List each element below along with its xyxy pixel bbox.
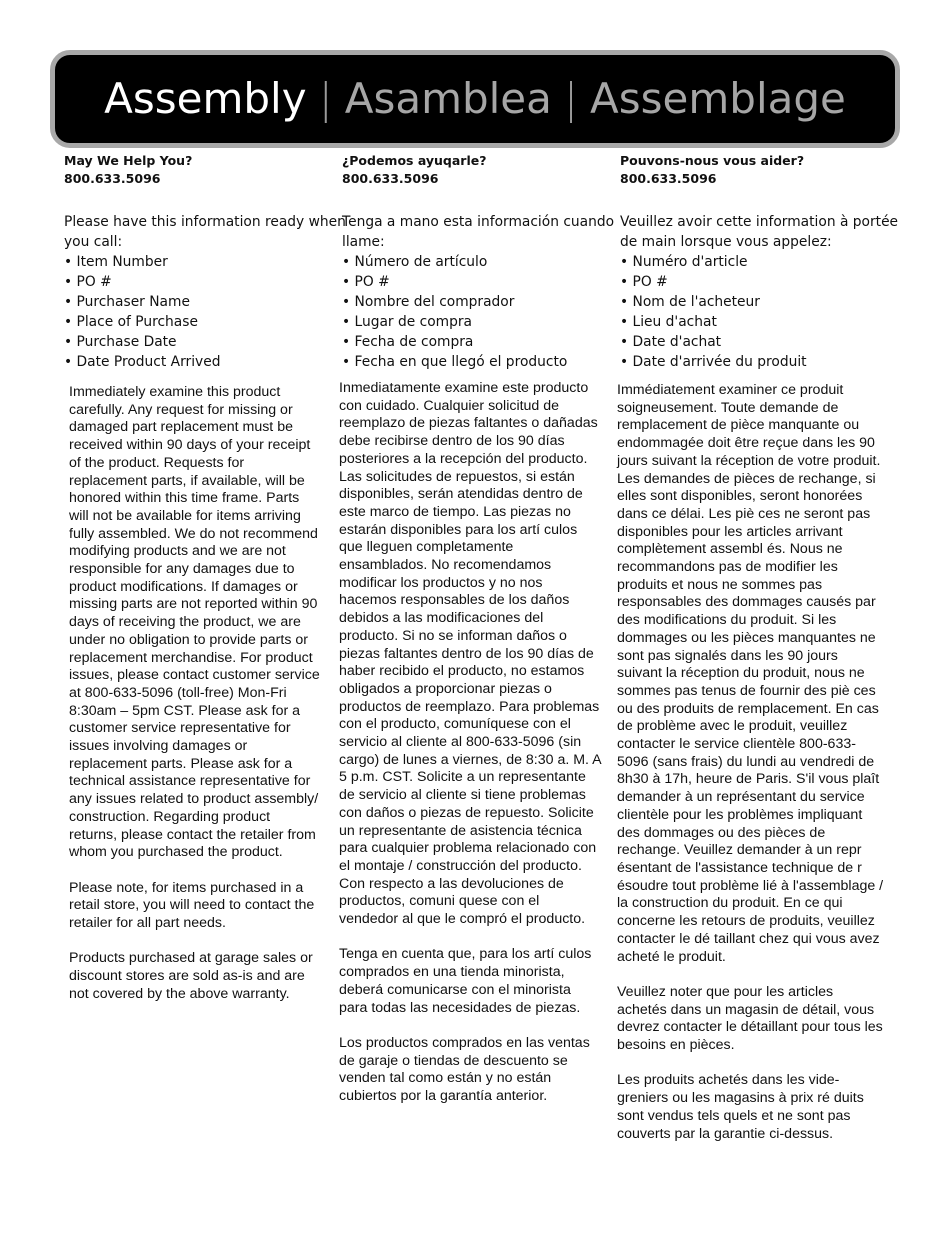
list-item: • Item Number — [64, 252, 346, 272]
policy-text — [69, 384, 321, 1004]
policy-paragraph: Immédiatement examiner ce produit soigneusement. Toute demande de remplacement de pièce manquante ou endommagée doit être reçue dans les 90 jours suivant la réception de votre produit. Les demandes de pièces de rechange, si elles sont disponibles, seront honorées dans ce délai. Les piè ces ne seront pas disponibles pour les articles arrivant complètement assembl és. Nous ne recommandons pas de modifier les produits et nous ne sommes pas responsables des dommages causés par des modifications du produit. Si les dommages ou les pièces manquantes ne sont pas signalés dans les 90 jours suivant la réception du produit, nous ne sommes pas tenus de fournir des piè ces ou des produits de remplacement. En cas de problème avec le produit, veuillez contacter le service clientèle 800-633-5096 (sans frais) du lundi au vendredi de 8h30 à 17h, heure de Paris. S'il vous plaît demander à un représentant du service clientèle pour les problèmes impliquant des dommages ou des pièces de rechange. Veuillez demander à un repr ésentant de l'assistance technique de r ésoudre tout problème lié à l'assemblage / la construction du produit. En ce qui concerne les retours de produits, veuillez contacter le dé taillant chez qui vous avez acheté le produit. — [617, 382, 884, 965]
list-item: • Purchase Date — [64, 332, 346, 352]
policy-text — [339, 380, 601, 1106]
title-separator: | — [318, 74, 333, 123]
column-english — [64, 152, 346, 1021]
phone-number: 800.633.5096 — [64, 171, 161, 186]
list-item: • Número de artículo — [342, 252, 624, 272]
info-list — [620, 252, 902, 372]
list-item: • Numéro d'article — [620, 252, 902, 272]
info-intro: Veuillez avoir cette information à portée de main lorsque vous appelez: — [620, 214, 899, 250]
list-item: • Nom de l'acheteur — [620, 292, 902, 312]
info-list — [342, 252, 624, 372]
title-separator: | — [563, 74, 579, 123]
list-item: • Date d'arrivée du produit — [620, 352, 902, 372]
list-item: • PO # — [342, 272, 624, 292]
info-intro: Tenga a mano esta información cuando llame: — [342, 214, 615, 250]
list-item: • Fecha de compra — [342, 332, 624, 352]
help-block — [64, 152, 346, 188]
title-english: Assembly — [104, 74, 307, 123]
list-item: • PO # — [620, 272, 902, 292]
column-spanish — [339, 152, 624, 1123]
list-item: • Fecha en que llegó el producto — [342, 352, 624, 372]
help-title: Pouvons-nous vous aider? — [620, 153, 805, 168]
policy-paragraph: Please note, for items purchased in a retail store, you will need to contact the retailer for all part needs. — [69, 879, 315, 932]
phone-number: 800.633.5096 — [620, 171, 717, 186]
policy-paragraph: Les produits achetés dans les vide-greniers ou les magasins à prix ré duits sont vendus tels quels et ne sont pas couverts par la garantie ci-dessus. — [617, 1072, 864, 1142]
info-request — [342, 212, 624, 372]
help-title: May We Help You? — [64, 153, 193, 168]
phone-number: 800.633.5096 — [342, 171, 439, 186]
help-block — [342, 152, 624, 188]
list-item: • Nombre del comprador — [342, 292, 624, 312]
policy-paragraph: Immediately examine this product carefully. Any request for missing or damaged part replacement must be received within 90 days of your receipt of the product. Requests for replacement parts, if available, will be honored within this time frame. Parts will not be available for items arriving fully assembled. We do not recommend modifying products and we are not responsible for any damages due to product modifications. If damages or missing parts are not reported within 90 days of receiving the product, we are under no obligation to provide parts or replacement merchandise. For product issues, please contact customer service at 800-633-5096 (toll-free) Mon-Fri 8:30am – 5pm CST. Please ask for a customer service representative for issues involving damages or replacement parts. Please ask for a technical assistance representative for any issues related to product assembly/ construction. Regarding product returns, please contact the retailer from whom you purchased the product. — [69, 384, 320, 861]
list-item: • Purchaser Name — [64, 292, 346, 312]
title-spanish: Asamblea — [344, 74, 552, 123]
list-item: • Place of Purchase — [64, 312, 346, 332]
policy-paragraph: Veuillez noter que pour les articles achetés dans un magasin de détail, vous devrez contacter le détaillant pour tous les besoins en pièces. — [617, 983, 883, 1053]
page-header — [50, 50, 900, 148]
info-request — [620, 212, 902, 372]
policy-paragraph: Inmediatamente examine este producto con cuidado. Cualquier solicitud de reemplazo de piezas faltantes o dañadas debe recibirse dentro de los 90 días posteriores a la recepción del producto. Las solicitudes de repuestos, si están disponibles, serán atendidas dentro de este marco de tiempo. Las piezas no estarán disponibles para los artí culos que lleguen completamente ensamblados. No recomendamos modificar los productos y no nos hacemos responsables de los daños debidos a las modificaciones del producto. Si no se informan daños o piezas faltantes dentro de los 90 días de haber recibido el producto, no estamos obligados a proporcionar piezas o productos de reemplazo. Para problemas con el producto, comuníquese con el servicio al cliente al 800-633-5096 (sin cargo) de lunes a viernes, de 8:30 a. M. A 5 p.m. CST. Solicite a un representante de servicio al cliente si tiene problemas con daños o piezas de repuesto. Solicite un representante de asistencia técnica para cualquier problema relacionado con el montaje / construcción del producto. Con respecto a las devoluciones de productos, comuni quese con el vendedor al que le compró el producto. — [339, 380, 601, 928]
list-item: • Lugar de compra — [342, 312, 624, 332]
help-block — [620, 152, 902, 188]
info-request — [64, 212, 346, 372]
column-french — [617, 152, 902, 1161]
info-list — [64, 252, 346, 372]
list-item: • Date d'achat — [620, 332, 902, 352]
list-item: • Date Product Arrived — [64, 352, 346, 372]
policy-paragraph: Los productos comprados en las ventas de garaje o tiendas de descuento se venden tal como están y no están cubiertos por la garantía anterior. — [339, 1034, 590, 1105]
list-item: • Lieu d'achat — [620, 312, 902, 332]
title-french: Assemblage — [590, 74, 846, 123]
policy-text — [617, 382, 885, 1143]
policy-paragraph: Products purchased at garage sales or discount stores are sold as-is and are not covered by the above warranty. — [69, 950, 313, 1002]
help-title: ¿Podemos ayuqarle? — [342, 153, 487, 168]
policy-paragraph: Tenga en cuenta que, para los artí culos comprados en una tienda minorista, deberá comunicarse con el minorista para todas las necesidades de piezas. — [339, 946, 592, 1016]
list-item: • PO # — [64, 272, 346, 292]
info-intro: Please have this information ready when you call: — [64, 214, 346, 250]
